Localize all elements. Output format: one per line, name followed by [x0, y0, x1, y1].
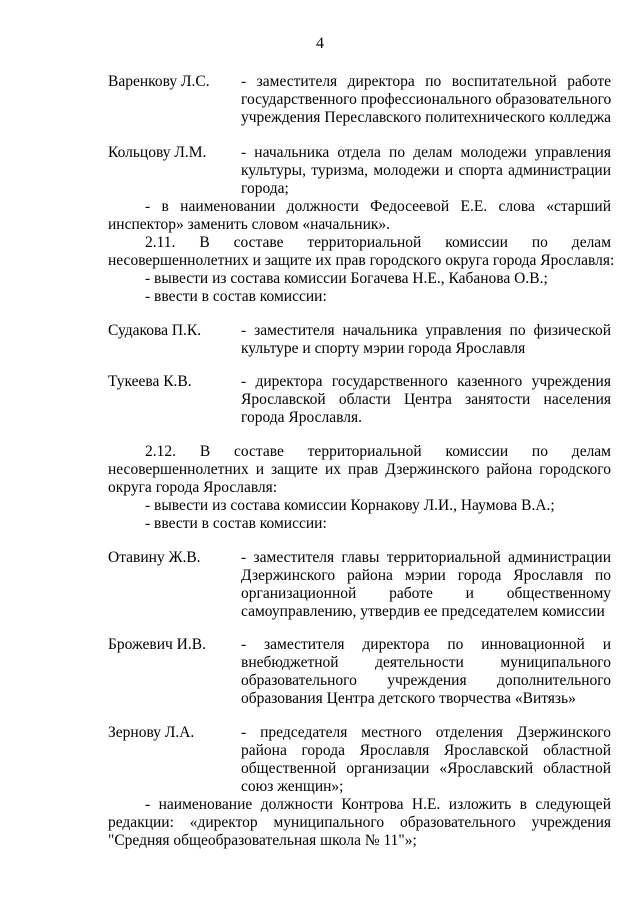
paragraph-line: - наименование должности Контрова Н.Е. изложить в следующей	[145, 796, 611, 813]
paragraph-line: - в наименовании должности Федосеевой Е.Е. слова «старший	[145, 198, 611, 215]
paragraph-line: - вывести из состава комиссии Корнакову Л.И., Наумова В.А.;	[145, 497, 555, 514]
member-position: образования Центра детского творчества «Витязь»	[241, 690, 576, 707]
paragraph-line: несовершеннолетних и защите их прав городского округа города Ярославля:	[108, 252, 615, 269]
member-position: района города Ярославля Ярославской областной	[241, 742, 611, 759]
member-position: - заместителя начальника управления по физической	[241, 322, 611, 339]
member-name: Отавину Ж.В.	[108, 549, 201, 566]
member-position: образовательного учреждения дополнительного	[241, 672, 611, 689]
member-position: - заместителя директора по воспитательной работе	[241, 73, 611, 90]
member-position: - заместителя главы территориальной администрации	[241, 549, 611, 566]
paragraph-line: 2.12. В составе территориальной комиссии по делам	[145, 443, 611, 460]
member-position: - заместителя директора по инновационной и	[241, 636, 611, 653]
member-position: - директора государственного казенного учреждения	[241, 373, 611, 390]
member-name: Варенкову Л.С.	[108, 73, 210, 90]
paragraph-line: - вывести из состава комиссии Богачева Н.Е., Кабанова О.В.;	[145, 270, 548, 287]
member-position: внебюджетной деятельности муниципального	[241, 654, 611, 671]
member-position: культуре и спорту мэрии города Ярославля	[241, 340, 526, 357]
paragraph-line: редакции: «директор муниципального образовательного учреждения	[108, 814, 611, 831]
member-position: - председателя местного отделения Дзержинского	[241, 724, 611, 741]
member-name: Зернову Л.А.	[108, 724, 195, 741]
paragraph-line: 2.11. В составе территориальной комиссии по делам	[145, 234, 611, 251]
member-position: самоуправлению, утвердив ее председателем комиссии	[241, 603, 605, 620]
member-position: - начальника отдела по делам молодежи управления	[241, 144, 611, 161]
member-name: Брожевич И.В.	[108, 636, 206, 653]
member-position: учреждения Переславского политехнического колледжа	[241, 109, 611, 126]
member-position: культуры, туризма, молодежи и спорта администрации	[241, 162, 611, 179]
paragraph-line: "Средняя общеобразовательная школа № 11"»;	[108, 832, 417, 849]
member-position: города;	[241, 180, 289, 197]
paragraph-line: - ввести в состав комиссии:	[145, 288, 327, 305]
page-number: 4	[316, 35, 324, 52]
member-name: Судакова П.К.	[108, 322, 202, 339]
member-position: города Ярославля.	[241, 409, 362, 426]
member-name: Тукеева К.В.	[108, 373, 192, 390]
paragraph-line: инспектор» заменить словом «начальник».	[108, 216, 391, 233]
paragraph-line: - ввести в состав комиссии:	[145, 515, 327, 532]
member-position: союз женщин»;	[241, 778, 344, 795]
member-position: Ярославской области Центра занятости населения	[241, 391, 611, 408]
paragraph-line: округа города Ярославля:	[108, 479, 278, 496]
member-position: Дзержинского района мэрии города Ярославля по	[241, 567, 611, 584]
paragraph-line: несовершеннолетних и защите их прав Дзержинского района городского	[108, 461, 611, 478]
member-position: государственного профессионального образовательного	[241, 91, 612, 108]
member-position: общественной организации «Ярославский областной	[241, 760, 611, 777]
member-name: Кольцову Л.М.	[108, 144, 207, 161]
member-position: организационной работе и общественному	[241, 585, 611, 602]
